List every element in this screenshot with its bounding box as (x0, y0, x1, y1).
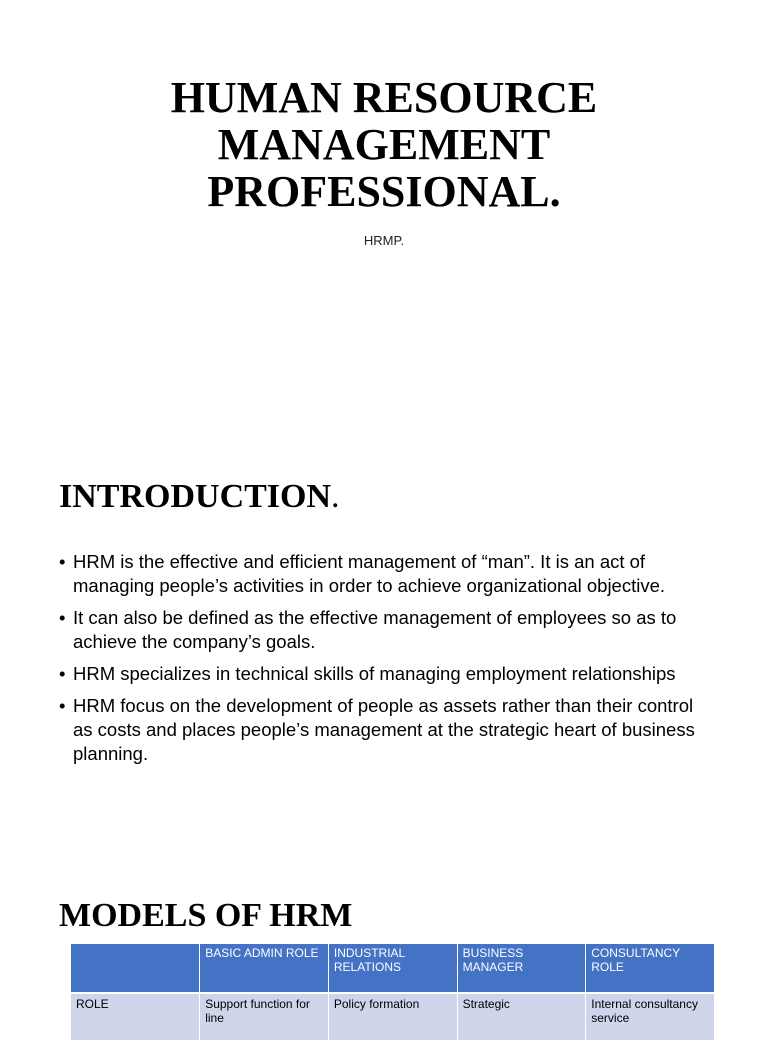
table-cell: Internal consultancy service (586, 993, 715, 1040)
bullet-text: HRM specializes in technical skills of managing employment relationships (73, 663, 676, 684)
bullet-icon: • (59, 695, 66, 716)
table-header-cell: BUSINESS MANAGER (457, 944, 586, 993)
bullet-text: It can also be defined as the effective management of employees so as to achieve the company’s goals. (73, 607, 677, 652)
bullet-icon: • (59, 551, 66, 572)
table-cell: Strategic (457, 993, 586, 1040)
models-heading: MODELS OF HRM (59, 897, 353, 934)
bullet-text: HRM focus on the development of people as assets rather than their control as costs and places people’s management at the strategic heart of business planning. (73, 695, 695, 764)
bullet-icon: • (59, 607, 66, 628)
slide-subtitle: HRMP. (363, 233, 405, 248)
introduction-slide (0, 440, 768, 878)
title-line: PROFESSIONAL. (207, 167, 561, 216)
bullet-text: HRM is the effective and efficient management of “man”. It is an act of managing people’s activities in order to achieve organizational objective. (73, 551, 666, 596)
table-cell: ROLE (71, 993, 200, 1040)
introduction-bullet-list (59, 550, 699, 774)
bullet-item (59, 606, 699, 654)
title-line: HUMAN RESOURCE (170, 73, 598, 122)
models-table (71, 944, 715, 1040)
models-slide (0, 878, 768, 1024)
bullet-item (59, 694, 699, 766)
table-header-cell: BASIC ADMIN ROLE (200, 944, 329, 993)
table-header-row (71, 944, 715, 993)
heading-text: INTRODUCTION (59, 478, 332, 515)
bullet-item (59, 550, 699, 598)
heading-period: . (331, 478, 340, 515)
title-slide (0, 0, 768, 440)
table-cell: Support function for line (200, 993, 329, 1040)
table-header-cell: CONSULTANCY ROLE (586, 944, 715, 993)
bullet-item (59, 662, 699, 686)
bullet-icon: • (59, 663, 66, 684)
slide-title (0, 74, 768, 215)
table-row (71, 993, 715, 1040)
title-line: MANAGEMENT (217, 120, 551, 169)
introduction-heading (59, 477, 340, 517)
table-header-cell: INDUSTRIAL RELATIONS (328, 944, 457, 993)
table-cell: Policy formation (328, 993, 457, 1040)
table-header-cell (71, 944, 200, 993)
